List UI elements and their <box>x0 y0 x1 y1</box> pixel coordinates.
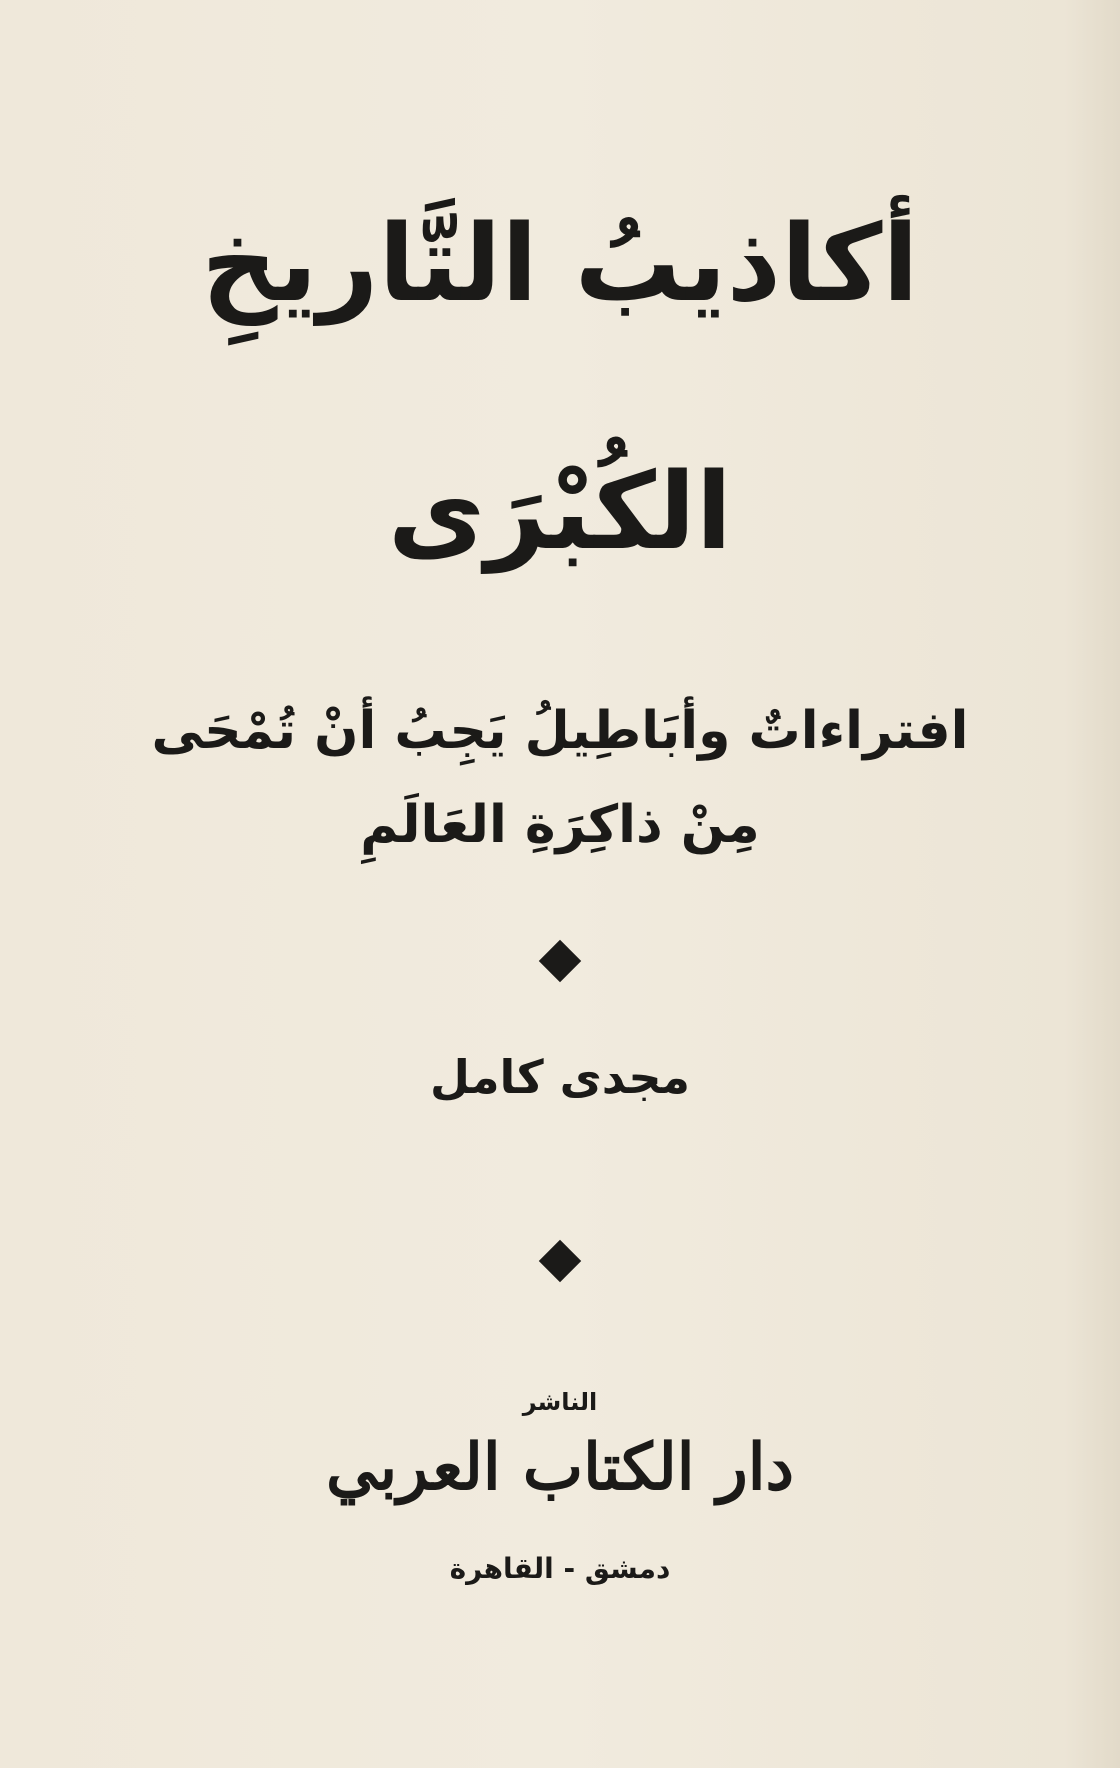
diamond-ornament <box>539 940 581 982</box>
publisher-logo-name: دار الكتاب العربي <box>325 1430 795 1505</box>
diamond-ornament <box>539 1240 581 1282</box>
publisher-cities: دمشق - القاهرة <box>449 1552 671 1585</box>
book-title-line-2: الكُبْرَى <box>387 450 733 573</box>
subtitle-line-2: مِنْ ذاكِرَةِ العَالَمِ <box>360 795 760 855</box>
publisher-label: الناشر <box>522 1388 598 1416</box>
author-name: مجدى كامل <box>430 1050 690 1104</box>
subtitle-line-1: افتراءاتٌ وأبَاطِيلُ يَجِبُ أنْ تُمْحَى <box>151 701 969 761</box>
book-title-line-1: أكاذيبُ التَّاريخِ <box>201 202 919 325</box>
